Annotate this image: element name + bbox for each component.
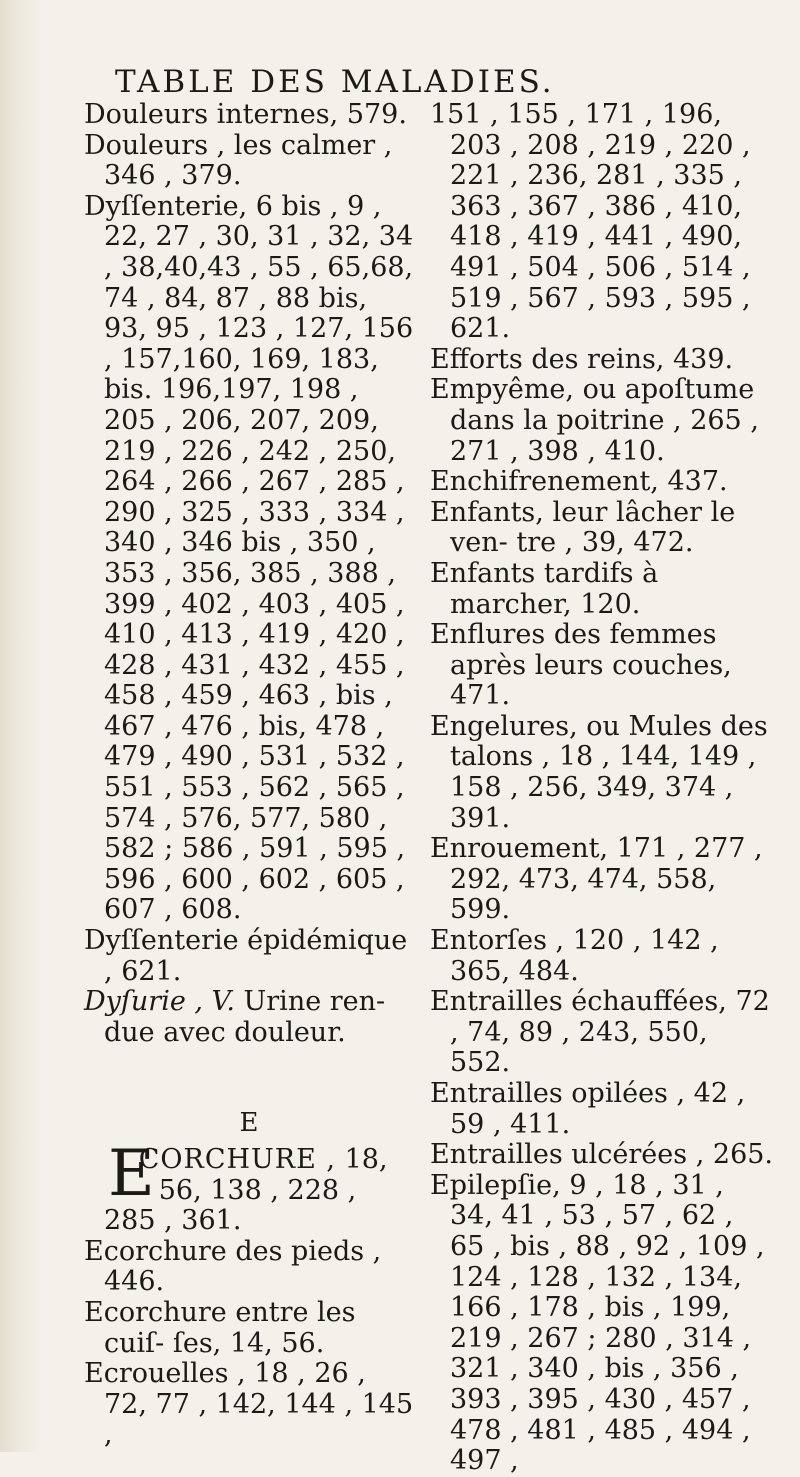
entry-refs: 171 , 277 , 292, 473, 474, 558, 599. <box>450 833 763 926</box>
index-entry <box>84 100 414 131</box>
index-entry <box>430 1079 775 1140</box>
left-column <box>84 100 414 1451</box>
entry-term: Entrailles opilées , <box>430 1078 686 1109</box>
entry-refs: ſes, 14, 56. <box>172 1327 325 1359</box>
entry-term: Enchifrenement, <box>430 466 659 498</box>
entry-refs: 265. <box>712 1139 774 1171</box>
page-title: TABLE DES MALADIES. <box>115 64 555 100</box>
entry-refs: Urine ren-due avec douleur. <box>104 986 386 1048</box>
section-letter: E <box>239 1108 259 1139</box>
index-entry <box>430 467 775 498</box>
entry-refs: 446. <box>104 1266 165 1298</box>
index-entry <box>430 1171 775 1477</box>
entry-refs: tre , 39, 472. <box>516 527 694 559</box>
entry-refs: leurs couches, 471. <box>450 649 732 712</box>
index-entry <box>84 1137 414 1237</box>
index-entry <box>430 1140 775 1171</box>
entry-refs: 18 , 26 , 72, 77 , 142, 144 , 145 , <box>104 1358 414 1451</box>
index-entry <box>430 559 775 620</box>
index-entry <box>430 926 775 987</box>
entry-term: Enfants, leur lâcher le ven- <box>430 496 736 559</box>
entry-term: Douleurs internes, <box>84 99 339 130</box>
entry-term: Dyſſenterie, <box>84 190 248 222</box>
index-entry <box>430 987 775 1079</box>
index-entry <box>84 926 414 987</box>
entry-term: Douleurs , les calmer , <box>84 129 393 161</box>
index-entry <box>430 834 775 926</box>
entry-term: Dyſurie , V. <box>84 986 235 1018</box>
entry-term: Enflures des femmes après <box>430 619 717 681</box>
entry-term: Efforts des reins, <box>430 343 665 375</box>
entry-term: Epilepſie, <box>430 1169 561 1201</box>
entry-term: Ecorchure entre les cuiſ- <box>84 1296 356 1359</box>
entry-refs: 120 , 142 , 365, 484. <box>450 925 719 987</box>
page-binding-shadow <box>0 0 42 1452</box>
index-entry <box>84 987 414 1048</box>
entry-refs: 439. <box>673 343 734 375</box>
entry-refs: 72 , 74, 89 , 243, 550, 552. <box>450 986 770 1079</box>
index-entry <box>84 1298 414 1359</box>
index-entry <box>430 345 775 376</box>
entry-refs: 120. <box>580 588 641 620</box>
entry-refs: 9 , 18 , 31 , 34, 41 , 53 , 57 , 62 , 65 , bis , 88 , 92 , 109 , 124 , 128 , 132 , 134, 166 , 178 , bis , 199, 219 , 267 ; 280 , 314 , 321 , 340 , bis , 356 , 393 , 395 , 430 , 457 , 478 , 481 , 485 , 494 , 497 , <box>450 1169 765 1477</box>
entry-term: Ecorchure des pieds , <box>84 1235 382 1267</box>
entry-term: Entrailles échauffées, <box>430 986 727 1018</box>
entry-term: Empyême, ou apoſtume <box>430 374 755 406</box>
entry-refs: 6 bis , 9 , 22, 27 , 30, 31 , 32, 34 , 38,40,43 , 55 , 65,68, 74 , 84, 87 , 88 bis, 93, 95 , 123 , 127, 156 , 157,160, 169, 183, bis. 196,197, 198 , 205 , 206, 207, 209, 219 , 226 , 242 , 250, 264 , 266 , 267 , 285 , 290 , 325 , 333 , 334 , 340 , 346 bis , 350 , 353 , 356, 385 , 388 , 399 , 402 , 403 , 405 , 410 , 413 , 419 , 420 , 428 , 431 , 432 , 455 , 458 , 459 , 463 , bis , 467 , 476 , bis, 478 , 479 , 490 , 531 , 532 , 551 , 553 , 562 , 565 , 574 , 576, 577, 580 , 582 ; 586 , 591 , 595 , 596 , 600 , 602 , 605 , 607 , 608. <box>104 190 414 926</box>
index-entry <box>430 100 775 345</box>
entry-term: Engelures, ou Mules des <box>430 710 768 742</box>
entry-refs: 18, 56, 138 , 228 , 285 , 361. <box>104 1144 388 1237</box>
entry-term: Entorſes , <box>430 925 565 957</box>
index-entry <box>430 498 775 559</box>
entry-term: Dyſſenterie épidémique , <box>84 925 408 987</box>
entry-term: Entrailles ulcérées , <box>430 1139 705 1171</box>
index-entry <box>84 192 414 926</box>
entry-refs: 437. <box>667 466 728 498</box>
index-entry <box>430 620 775 712</box>
entry-refs: talons , 18 , 144, 149 , 158 , 256, 349, 374 , 391. <box>450 741 757 834</box>
index-entry <box>430 712 775 834</box>
entry-term: Enrouement, <box>430 833 609 865</box>
index-entry <box>84 131 414 192</box>
index-entry <box>84 1359 414 1451</box>
dropcap-letter: E <box>108 1137 155 1211</box>
right-column <box>430 100 775 1477</box>
entry-term: Enfants tardifs à marcher, <box>430 557 659 620</box>
index-entry <box>84 1237 414 1298</box>
entry-refs: 346 , 379. <box>104 160 242 192</box>
entry-refs: 579. <box>346 99 407 130</box>
entry-term: Ecrouelles , <box>84 1358 246 1390</box>
entry-refs: 42 , 59 , 411. <box>450 1078 746 1140</box>
entry-refs: 151 , 155 , 171 , 196, 203 , 208 , 219 , 220 , 221 , 236, 281 , 335 , 363 , 367 , 386 , 410, 418 , 419 , 441 , 490, 491 , 504 , 506 , 514 , 519 , 567 , 593 , 595 , 621. <box>430 99 751 345</box>
index-entry <box>430 375 775 467</box>
entry-refs: dans la poitrine , 265 , 271 , 398 , 410. <box>450 404 759 467</box>
entry-refs: 621. <box>121 955 182 987</box>
entry-term: CORCHURE , <box>138 1144 337 1175</box>
